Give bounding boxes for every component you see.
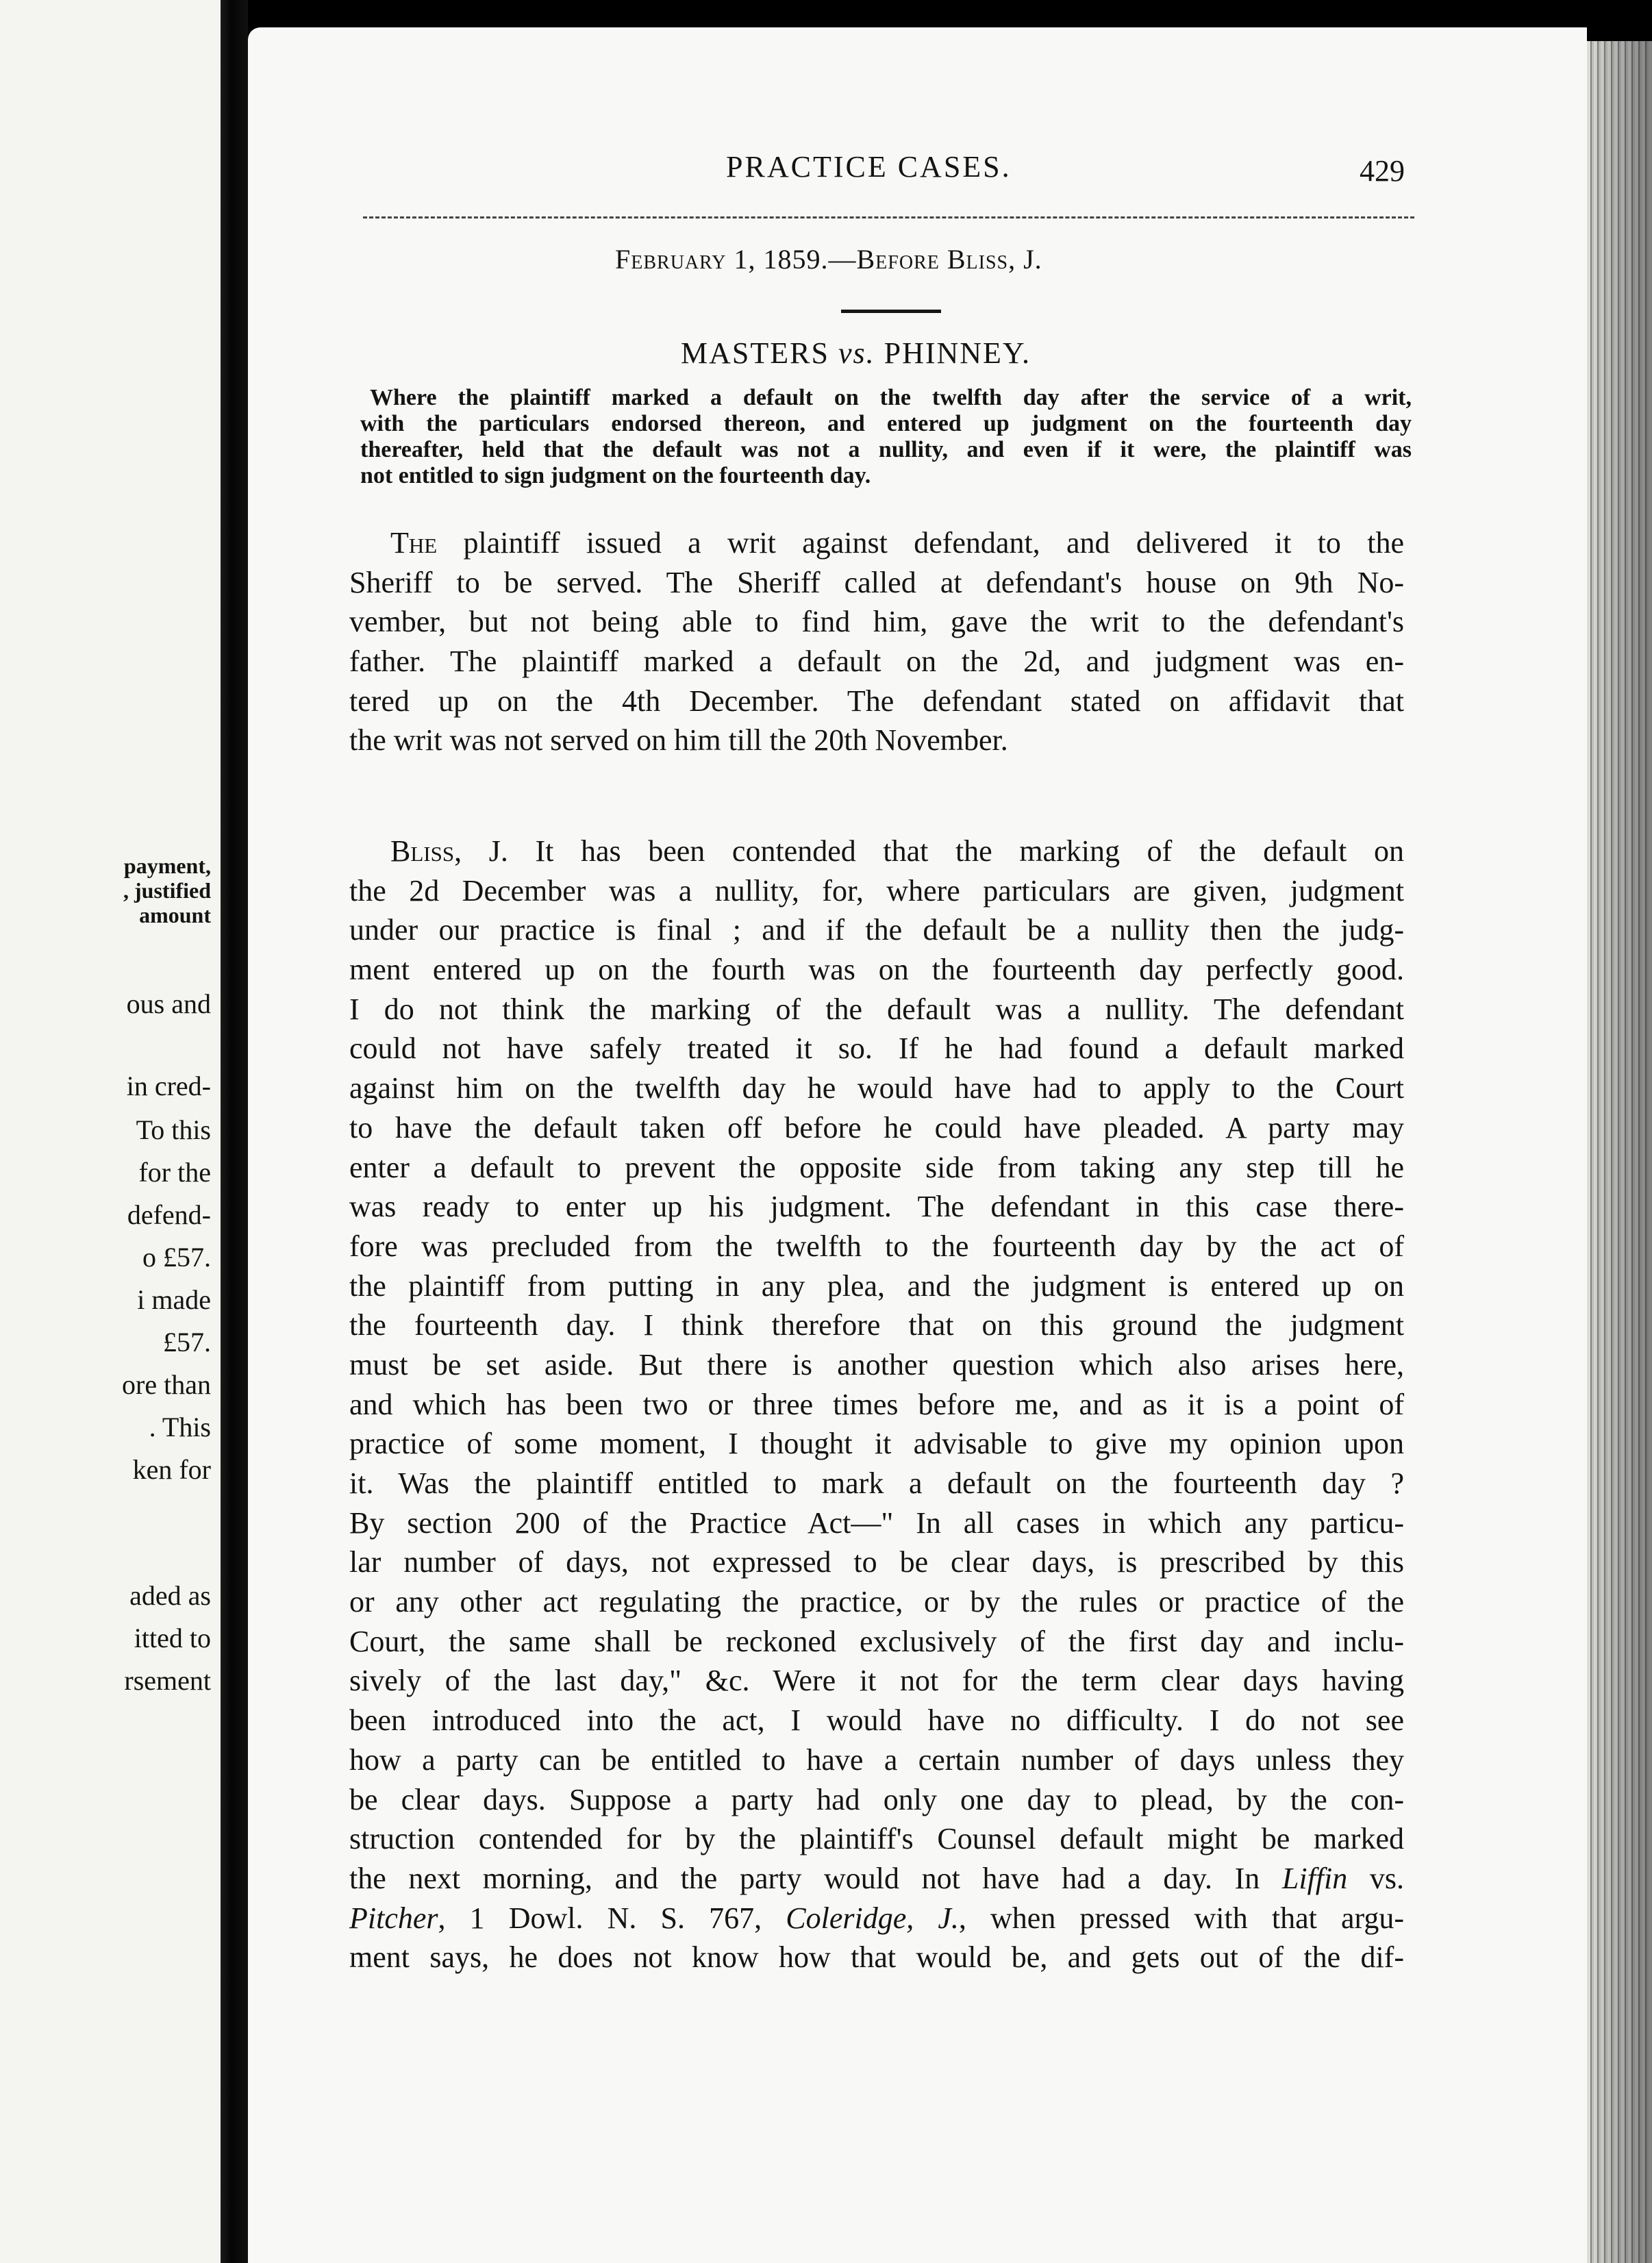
paragraph-line: be clear days. Suppose a party had only one day to plead, by the con- bbox=[349, 1782, 1404, 1816]
paragraph-line bbox=[349, 1899, 1404, 1938]
left-page-text: amount bbox=[139, 903, 211, 927]
paragraph-line: father. The plaintiff marked a default on the 2d, and judgment was en- bbox=[349, 645, 1404, 679]
left-page-text: rsement bbox=[124, 1665, 211, 1696]
paragraph-line: struction contended for by the plaintiff's Counsel default might be marked bbox=[349, 1822, 1404, 1856]
paragraph-line: how a party can be entitled to have a certain number of days unless they bbox=[349, 1742, 1404, 1777]
paragraph-line: it. Was the plaintiff entitled to mark a default on the fourteenth day ? bbox=[349, 1466, 1404, 1500]
left-page-text: £57. bbox=[163, 1327, 211, 1358]
paragraph-line bbox=[349, 523, 1404, 563]
page-number: 429 bbox=[1360, 154, 1405, 188]
paragraph-line: I do not think the marking of the default was a nullity. The defendant bbox=[349, 992, 1404, 1026]
paragraph-line: vember, but not being able to find him, gave the writ to the defendant's bbox=[349, 605, 1404, 639]
book-gutter bbox=[221, 0, 248, 2263]
paragraph-line: against him on the twelfth day he would have had to apply to the Court bbox=[349, 1071, 1404, 1105]
paragraph-judgment bbox=[349, 832, 1404, 1977]
line-text: , when pressed with that argu- bbox=[958, 1901, 1404, 1935]
paragraph-line bbox=[349, 832, 1404, 871]
line-text: the next morning, and the party would not have had a day. In bbox=[349, 1861, 1282, 1895]
left-page-text: in cred- bbox=[126, 1071, 211, 1101]
paragraph-line: the writ was not served on him till the 20th November. bbox=[349, 723, 1008, 758]
paragraph-line: ment entered up on the fourth was on the fourteenth day perfectly good. bbox=[349, 953, 1404, 987]
page-edges bbox=[1587, 41, 1652, 2263]
headnote-line: thereafter, held that the default was not a nullity, and even if it were, the plaintiff was bbox=[360, 437, 1412, 462]
paragraph-line: enter a default to prevent the opposite side from taking any step till he bbox=[349, 1150, 1404, 1184]
left-page-text: . This bbox=[149, 1412, 211, 1442]
case-title-vs: vs. bbox=[838, 336, 875, 370]
lead-words: The bbox=[390, 526, 438, 560]
paragraph-line: By section 200 of the Practice Act—" In all cases in which any particu- bbox=[349, 1505, 1404, 1540]
paragraph-line: the fourteenth day. I think therefore that on this ground the judgment bbox=[349, 1308, 1404, 1342]
left-page-text: itted to bbox=[134, 1623, 211, 1653]
title-rule bbox=[841, 310, 941, 313]
left-page-text: i made bbox=[137, 1284, 211, 1315]
left-page-text: ous and bbox=[126, 988, 211, 1019]
headnote-line: Where the plaintiff marked a default on the twelfth day after the service of a writ, bbox=[370, 385, 1412, 410]
left-page-text: defend- bbox=[127, 1199, 211, 1230]
paragraph-line: sively of the last day," &c. Were it not for the term clear days having bbox=[349, 1664, 1404, 1698]
line-text: , 1 Dowl. N. S. 767, bbox=[438, 1901, 786, 1935]
left-page-text: o £57. bbox=[142, 1242, 211, 1273]
paragraph-line: lar number of days, not expressed to be clear days, is prescribed by this bbox=[349, 1545, 1404, 1579]
paragraph-line: or any other act regulating the practice, or by the rules or practice of the bbox=[349, 1585, 1404, 1619]
left-page-fragment bbox=[0, 0, 221, 2263]
paragraph-line: tered up on the 4th December. The defendant stated on affidavit that bbox=[349, 684, 1404, 718]
left-page-text: , justified bbox=[123, 878, 211, 903]
paragraph-line: ment says, he does not know how that would be, and gets out of the dif- bbox=[349, 1940, 1404, 1975]
case-dateline bbox=[615, 243, 1042, 275]
paragraph-line: under our practice is final ; and if the default be a nullity then the judg- bbox=[349, 913, 1404, 947]
paragraph-line: fore was precluded from the twelfth to the fourteenth day by the act of bbox=[349, 1229, 1404, 1263]
case-citation-name: Pitcher bbox=[349, 1901, 438, 1935]
line-text: vs. bbox=[1347, 1861, 1404, 1895]
case-title-plaintiff: MASTERS bbox=[681, 336, 829, 370]
paragraph-facts bbox=[349, 523, 1404, 760]
paragraph-line: the 2d December was a nullity, for, where particulars are given, judgment bbox=[349, 873, 1404, 908]
left-page-text: ken for bbox=[132, 1454, 211, 1485]
paragraph-line: was ready to enter up his judgment. The defendant in this case there- bbox=[349, 1190, 1404, 1224]
left-page-text: payment, bbox=[123, 853, 211, 878]
paragraph-line: and which has been two or three times before me, and as it is a point of bbox=[349, 1387, 1404, 1421]
case-citation-name: Liffin bbox=[1281, 1861, 1348, 1895]
judge-name: Bliss, J. bbox=[390, 834, 508, 868]
left-page-text: aded as bbox=[129, 1580, 211, 1611]
left-page-text: To this bbox=[136, 1114, 211, 1145]
paragraph-line: could not have safely treated it so. If he had found a default marked bbox=[349, 1032, 1404, 1066]
judge-citation-name: Coleridge, J. bbox=[786, 1901, 959, 1935]
paragraph-line: the plaintiff from putting in any plea, and the judgment is entered up on bbox=[349, 1268, 1404, 1303]
paragraph-line: to have the default taken off before he could have pleaded. A party may bbox=[349, 1110, 1404, 1145]
case-title-defendant: PHINNEY. bbox=[884, 336, 1031, 370]
line-text: It has been contended that the marking of the default on bbox=[508, 834, 1404, 868]
left-page-text: for the bbox=[138, 1157, 211, 1188]
headnote-line: with the particulars endorsed thereon, and entered up judgment on the fourteenth day bbox=[360, 411, 1412, 436]
paragraph-line: practice of some moment, I thought it advisable to give my opinion upon bbox=[349, 1427, 1404, 1461]
left-page-text: ore than bbox=[122, 1369, 211, 1400]
dateline-text: February 1, 1859.—Before Bliss, J. bbox=[615, 244, 1042, 275]
paragraph-line: must be set aside. But there is another question which also arises here, bbox=[349, 1347, 1404, 1381]
line-text: plaintiff issued a writ against defendant, and delivered it to the bbox=[437, 526, 1404, 560]
headnote bbox=[360, 385, 1412, 489]
case-title bbox=[681, 336, 1031, 371]
headnote-line: not entitled to sign judgment on the fourteenth day. bbox=[360, 463, 871, 488]
paragraph-line: Sheriff to be served. The Sheriff called at defendant's house on 9th No- bbox=[349, 565, 1404, 599]
running-head: PRACTICE CASES. bbox=[726, 150, 1012, 184]
header-rule bbox=[363, 216, 1414, 218]
paragraph-line bbox=[349, 1859, 1404, 1899]
paragraph-line: been introduced into the act, I would have no difficulty. I do not see bbox=[349, 1703, 1404, 1738]
paragraph-line: Court, the same shall be reckoned exclusively of the first day and inclu- bbox=[349, 1624, 1404, 1658]
